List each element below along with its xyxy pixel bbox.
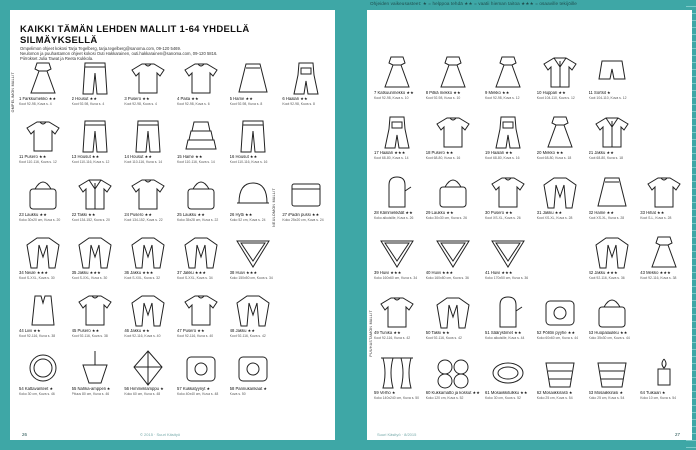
ring-icon <box>19 349 67 387</box>
pattern-meta: Koko 150x50 cm, Kuva s. 34 <box>229 275 273 280</box>
pattern-meta: Koot S-XXL, Kuva s. 34 <box>177 275 213 280</box>
cardigan-icon <box>537 173 584 211</box>
pattern-item <box>227 116 280 174</box>
title-block <box>20 24 320 61</box>
pattern-item <box>69 232 122 290</box>
pattern-meta: Koot 92-98, Kuva s. 10 <box>425 95 461 100</box>
pattern-label: 46 Jakku ★★ <box>124 329 150 333</box>
cardigan-icon <box>72 233 120 271</box>
pattern-label: 3 Pusero ★★ <box>124 97 150 101</box>
pattern-label: 37 Jakku ★★★ <box>177 271 207 275</box>
pattern-item <box>16 232 69 290</box>
dress-icon <box>485 53 532 91</box>
dress-icon <box>19 59 67 97</box>
bag-icon <box>426 173 480 211</box>
pattern-item <box>371 172 423 232</box>
pattern-meta: Koko 140x240 cm, Kuva s. 50 <box>374 395 420 400</box>
pattern-item <box>121 290 174 348</box>
page-right <box>367 10 692 440</box>
pattern-label: 18 Pusero ★★ <box>425 151 454 155</box>
pattern-item <box>174 348 227 406</box>
pattern-meta: Koko 30x20 cm, Kuva s. 20 <box>19 217 61 222</box>
page-footer: © 2015 · Suuri Käsityö <box>140 432 181 437</box>
pattern-item <box>227 290 280 348</box>
shirt-icon <box>640 173 687 211</box>
pattern-meta: Koko 160x60 cm, Kuva s. 34 <box>374 275 418 280</box>
pattern-meta: Koot 92-98, Kuva s. 8 <box>282 101 315 106</box>
pattern-grid-right <box>371 52 689 412</box>
pattern-label: 55 Nahka-amppeli ★ <box>71 387 111 391</box>
pattern-meta: Koot XS-XL, Kuva s. 26 <box>485 215 521 220</box>
pattern-label: 60 Kukkamatto ja kossut ★★ <box>425 391 481 395</box>
pattern-meta: Koko 35x30 cm, Kuva s. 44 <box>588 335 630 340</box>
pattern-item <box>371 292 423 352</box>
basket-icon <box>589 353 636 391</box>
pattern-item <box>637 232 689 292</box>
pattern-meta: Koot 110-116, Kuva s. 16 <box>229 159 268 164</box>
pattern-meta: Koko aikuisille, Kuva s. 26 <box>374 215 414 220</box>
pattern-grid-left <box>16 58 332 406</box>
pants-icon <box>72 117 120 155</box>
pattern-item <box>16 58 69 116</box>
shirt-icon <box>72 291 120 329</box>
pattern-label: 27 iPadin pussi ★★ <box>282 213 320 217</box>
pattern-item <box>482 292 534 352</box>
mitten-icon <box>374 173 421 211</box>
pattern-meta: Koot 68-80, Kuva s. 18 <box>588 155 624 160</box>
curtain-icon <box>374 353 421 391</box>
pattern-label: 7 Katsuunmekko ★★ <box>374 91 414 95</box>
shirt-icon <box>485 173 532 211</box>
shirt-icon <box>177 59 225 97</box>
pattern-label: 11 Pusero ★★ <box>19 155 47 159</box>
pattern-meta: Koot XS-XL, Kuva s. 28 <box>536 215 573 220</box>
pattern-label: 64 Tuikaari ★ <box>640 391 666 395</box>
pattern-label: 36 Jakku ★★★ <box>124 271 154 275</box>
shirt-icon <box>374 293 421 331</box>
pattern-label: 35 Jakku ★★★ <box>71 271 101 275</box>
pattern-item <box>174 116 227 174</box>
pattern-item <box>227 58 280 116</box>
rug-icon <box>426 353 480 391</box>
shirt-icon <box>177 291 225 329</box>
overall-icon <box>485 113 532 151</box>
pattern-meta: Koot XS-XL, Kuva s. 28 <box>588 215 625 220</box>
pattern-item <box>586 52 638 112</box>
pattern-label: 20 Mekko ★★ <box>536 151 564 155</box>
pattern-label: 8 Pitkä mekko ★★ <box>425 91 461 95</box>
pattern-item <box>637 172 689 232</box>
cardigan-icon <box>124 291 172 329</box>
pattern-item <box>534 172 586 232</box>
page-number: 26 <box>22 432 28 437</box>
pattern-label: 52 Pöllön pyyhe ★★ <box>536 331 576 335</box>
pattern-meta: Koko 60x60 cm, Kuva s. 44 <box>536 335 579 340</box>
pattern-label: 58 Pannukankaat ★ <box>229 387 268 391</box>
cardigan-icon <box>230 291 278 329</box>
credit-line: Piirrokset Julia Tawat ja Reeta Kukkola. <box>20 56 94 61</box>
pattern-meta: Koot 92-98, Kuva s. 10 <box>374 95 409 100</box>
ruffle-icon <box>177 117 225 155</box>
dress-icon <box>537 113 584 151</box>
cardigan-icon <box>426 293 480 331</box>
pattern-item <box>227 232 280 290</box>
pattern-meta: Koot 92-116, Kuva s. 42 <box>229 333 266 338</box>
dress-icon <box>374 53 421 91</box>
pattern-item <box>637 352 689 412</box>
shirt-icon <box>124 175 172 213</box>
pattern-label: 13 Housut ★★ <box>71 155 100 159</box>
pattern-item <box>423 292 482 352</box>
pattern-label: 32 Hame ★★ <box>588 211 615 215</box>
pattern-item <box>227 348 280 406</box>
pattern-meta: Koot 110-116, Kuva s. 14 <box>177 159 215 164</box>
pattern-meta: Koko 120 cm, Kuva s. 52 <box>425 395 464 400</box>
pattern-meta: Koot 110-116, Kuva s. 14 <box>124 159 163 164</box>
pattern-meta: Koot 92-98, Kuva s. 4 <box>19 101 52 106</box>
overall-icon <box>374 113 421 151</box>
pattern-label: 43 Mekko ★★★ <box>640 271 671 275</box>
pattern-item <box>121 116 174 174</box>
cushion-icon <box>230 349 278 387</box>
pattern-meta: Koot 68-80, Kuva s. 18 <box>536 155 572 160</box>
pattern-item <box>174 58 227 116</box>
pattern-label: 41 Huivi ★★★ <box>485 271 513 275</box>
pattern-item <box>279 174 332 232</box>
pattern-item <box>279 116 332 174</box>
pattern-meta: Koot 92-116, Kuva s. 40 <box>124 333 161 338</box>
skirt-icon <box>589 173 636 211</box>
pattern-label: 1 Farkkumekko ★★ <box>19 97 57 101</box>
pattern-label: 39 Huivi ★★★ <box>374 271 402 275</box>
shorts-icon <box>589 53 636 91</box>
hat-icon <box>230 175 278 213</box>
pattern-item <box>16 290 69 348</box>
pattern-label: 9 Mekko ★★ <box>485 91 510 95</box>
cardigan-icon <box>177 233 225 271</box>
pattern-label: 59 Verho ★ <box>374 391 396 395</box>
pattern-item <box>586 292 638 352</box>
pattern-label: 57 Kukkatyynyt ★ <box>177 387 211 391</box>
pattern-label: 26 Hytti ★★ <box>229 213 253 217</box>
pattern-label: 19 Haalari ★★ <box>485 151 513 155</box>
pattern-meta: Koot 92-98, Kuva s. 6 <box>177 101 210 106</box>
pattern-label: 50 Takki ★★ <box>425 331 450 335</box>
candle-icon <box>640 353 687 391</box>
pattern-item <box>371 112 423 172</box>
pattern-label: 11 Sortsit ★ <box>588 91 611 95</box>
pattern-label: 61 Mosaiikkitulkku ★★ <box>485 391 528 395</box>
pattern-item <box>16 116 69 174</box>
pattern-label: 56 Himmelilamppu ★ <box>124 387 164 391</box>
pattern-label: 42 Jakku ★★★ <box>588 271 618 275</box>
pattern-label: 29 Laukku ★★ <box>425 211 454 215</box>
pattern-item <box>174 290 227 348</box>
cardigan-icon <box>589 233 636 271</box>
pattern-meta: Koot 68-80, Kuva s. 14 <box>374 155 409 160</box>
pattern-item <box>121 348 174 406</box>
credit-line: Ompelimon ohjeet kokosi Tarja Tegelberg, tarja.tegelberg@sanoma.com, 09-120 5469. <box>20 46 181 51</box>
pattern-item <box>121 232 174 290</box>
pattern-item <box>371 232 423 292</box>
pattern-label: 51 Säärystimet ★★ <box>485 331 522 335</box>
pattern-meta: Koot 68-80, Kuva s. 16 <box>425 155 461 160</box>
lamp-icon <box>124 349 172 387</box>
pattern-meta: Koot 68-80, Kuva s. 16 <box>485 155 520 160</box>
pattern-item <box>279 348 332 406</box>
pattern-label: 28 Kämmekkäät ★★ <box>374 211 413 215</box>
pattern-item <box>69 348 122 406</box>
pattern-meta: Koot S-XXL, Kuva s. 30 <box>19 275 55 280</box>
scarf-icon <box>485 233 532 271</box>
pattern-item <box>121 174 174 232</box>
mitten-icon <box>485 293 532 331</box>
pattern-item <box>534 112 586 172</box>
pattern-meta: Koko 25x20 cm, Kuva s. 24 <box>282 217 324 222</box>
pattern-label: 47 Pusero ★★ <box>177 329 205 333</box>
dress-icon <box>426 53 480 91</box>
pattern-label: 38 Huivi ★★★ <box>229 271 258 275</box>
pattern-meta: Koko 30 cm, Kuva s. 52 <box>485 395 521 400</box>
section-label-sewing: OMPELIMON MALLIT <box>11 72 15 113</box>
pattern-label: 4 Paita ★★ <box>177 97 199 101</box>
pattern-label: 24 Pusero ★★ <box>124 213 153 217</box>
pattern-item <box>482 172 534 232</box>
scarf-icon <box>230 233 278 271</box>
pattern-meta: Koot 92-98, Kuva s. 4 <box>71 101 105 106</box>
pattern-item <box>69 290 122 348</box>
jacket-icon <box>72 175 120 213</box>
pattern-label: 17 Haalari ★★★ <box>374 151 406 155</box>
pattern-label: 22 Takki ★★ <box>71 213 96 217</box>
pouch-icon <box>282 175 330 213</box>
cardigan-icon <box>124 233 172 271</box>
pattern-meta: Koko 30 cm, Kuva s. 46 <box>19 391 55 396</box>
pattern-meta: Koot 92-116, Kuva s. 42 <box>374 335 411 340</box>
pattern-label: 44 Liivi ★★ <box>19 329 41 333</box>
pattern-item <box>586 352 638 412</box>
pattern-label: 40 Huivi ★★★ <box>425 271 454 275</box>
pattern-label: 49 Tunika ★★ <box>374 331 401 335</box>
pattern-meta: Koko 170x50 cm, Kuva s. 36 <box>485 275 529 280</box>
pattern-meta: Koot 104-110, Kuva s. 12 <box>536 95 575 100</box>
pattern-label: 23 Laukku ★★ <box>19 213 47 217</box>
jacket-icon <box>589 113 636 151</box>
pattern-item <box>586 112 638 172</box>
pattern-item <box>371 352 423 412</box>
pattern-item <box>227 174 280 232</box>
section-label-crafts: PUUHASTAMON MALLIT <box>369 310 373 357</box>
pattern-label: 16 Housut ★★ <box>229 155 258 159</box>
page-number: 27 <box>674 432 680 437</box>
pattern-item <box>121 58 174 116</box>
section-label-knitting: NEULOMON MALLIT <box>272 188 276 227</box>
scarf-icon <box>374 233 421 271</box>
pattern-item <box>423 112 482 172</box>
pattern-label: 10 Huppari ★★ <box>536 91 566 95</box>
page-footer: Suuri Käsityö · 8/2015 <box>377 432 417 437</box>
pattern-meta: Koot 92-116, Kuva s. 42 <box>425 335 462 340</box>
pattern-item <box>69 174 122 232</box>
pattern-meta: Koot 92-98, Kuva s. 4 <box>124 101 157 106</box>
pattern-item <box>482 52 534 112</box>
pattern-label: 14 Housut ★★ <box>124 155 153 159</box>
shirt-icon <box>19 117 67 155</box>
pattern-meta: Koot 104-110, Kuva s. 12 <box>588 95 627 100</box>
shirt-icon <box>426 113 480 151</box>
pattern-label: 34 Neule ★★★ <box>19 271 49 275</box>
pattern-item <box>637 112 689 172</box>
spine <box>335 0 367 450</box>
pattern-meta: Koot 92-116, Kuva s. 40 <box>177 333 214 338</box>
page-title: KAIKKI TÄMÄN LEHDEN MALLIT 1-64 YHDELLÄ SILMÄYKSELLÄ <box>20 24 250 46</box>
jacket-icon <box>537 53 584 91</box>
pattern-item <box>482 232 534 292</box>
pattern-meta: Koko 60 cm, Kuva s. 48 <box>124 391 161 396</box>
pattern-item <box>279 58 332 116</box>
pattern-meta: Koko 25 cm, Kuva s. 54 <box>536 395 573 400</box>
basket-icon <box>537 353 584 391</box>
pattern-meta: Koot 134-152, Kuva s. 20 <box>71 217 110 222</box>
pattern-meta: Koot 92-116, Kuva s. 38 <box>19 333 56 338</box>
pattern-label: 48 Jakku ★★ <box>229 329 256 333</box>
pattern-item <box>174 232 227 290</box>
pattern-item <box>16 174 69 232</box>
cushion-icon <box>537 293 584 331</box>
pattern-meta: Koot 134-152, Kuva s. 22 <box>124 217 163 222</box>
pattern-item <box>534 292 586 352</box>
bag-icon <box>589 293 636 331</box>
pattern-item <box>534 52 586 112</box>
pattern-label: 2 Housut ★★ <box>71 97 98 101</box>
pattern-label: 62 Mosaiikkirasti ★ <box>536 391 573 395</box>
pattern-item <box>69 58 122 116</box>
pattern-label: 63 Mosaiikkirasi ★ <box>588 391 624 395</box>
pattern-label: 53 Huopalaukku ★★ <box>588 331 628 335</box>
pants-icon <box>230 117 278 155</box>
pattern-label: 21 Jakku ★★ <box>588 151 614 155</box>
pattern-meta: Koko 160x80 cm, Kuva s. 36 <box>425 275 469 280</box>
page-left <box>10 10 335 440</box>
pattern-meta: Koko 10 cm, Kuva s. 54 <box>640 395 677 400</box>
pattern-item <box>423 352 482 412</box>
pattern-meta: Pituus 80 cm, Kuva s. 46 <box>71 391 110 396</box>
pattern-label: 33 Hihat ★★ <box>640 211 665 215</box>
hanger-icon <box>72 349 120 387</box>
pattern-label: 30 Pusero ★★ <box>485 211 513 215</box>
pattern-meta: Koot 92-116, Kuva s. 38 <box>640 275 677 280</box>
pattern-meta: Koot 92-98, Kuva s. 12 <box>485 95 520 100</box>
pattern-label: 31 Jakku ★★ <box>536 211 563 215</box>
pattern-meta: Kuva s. 50 <box>229 391 246 396</box>
pattern-item <box>482 352 534 412</box>
pattern-item <box>423 172 482 232</box>
bag-icon <box>177 175 225 213</box>
pattern-item <box>423 232 482 292</box>
pattern-meta: Koko 35x28 cm, Kuva s. 22 <box>177 217 219 222</box>
pattern-item <box>69 116 122 174</box>
pattern-meta: Koko 52 cm, Kuva s. 24 <box>229 217 266 222</box>
pattern-item <box>534 352 586 412</box>
pattern-meta: Koot 92-98, Kuva s. 8 <box>229 101 263 106</box>
pattern-meta: Koko 25 cm, Kuva s. 54 <box>588 395 625 400</box>
pattern-item <box>586 172 638 232</box>
pattern-label: 25 Laukku ★★ <box>177 213 205 217</box>
pants-icon <box>72 59 120 97</box>
pattern-meta: Koot S-XXL, Kuva s. 30 <box>71 275 108 280</box>
skirt-icon <box>230 59 278 97</box>
dress-icon <box>640 233 687 271</box>
overall-icon <box>282 59 330 97</box>
pattern-meta: Koko 40x40 cm, Kuva s. 48 <box>177 391 219 396</box>
tray-icon <box>485 353 532 391</box>
bag-icon <box>19 175 67 213</box>
pants-icon <box>124 117 172 155</box>
pattern-meta: Koot S-XXL, Kuva s. 32 <box>124 275 160 280</box>
pattern-item <box>637 292 689 352</box>
pattern-item <box>371 52 423 112</box>
pattern-item <box>16 348 69 406</box>
pattern-meta: Koot 110-116, Kuva s. 12 <box>71 159 110 164</box>
cushion-icon <box>177 349 225 387</box>
credit-line: Neulomon ja puuhastamon ohjeet kokosi Outi Hakkarainen, outi.hakkarainen@sanoma.com, 09-120 5816. <box>20 51 218 56</box>
pattern-item <box>534 232 586 292</box>
pattern-label: 54 Kattavanteet ★ <box>19 387 54 391</box>
pattern-item <box>174 174 227 232</box>
shirt-icon <box>124 59 172 97</box>
pattern-meta: Koko aikuisille, Kuva s. 44 <box>485 335 525 340</box>
pattern-item <box>279 290 332 348</box>
pattern-label: 45 Pusero ★★ <box>71 329 100 333</box>
scarf-icon <box>426 233 480 271</box>
pattern-label: 15 Hame ★★ <box>177 155 203 159</box>
difficulty-legend: Ohjeiden vaikeusasteet: ★ = helppoa tehdä ★★ = vaatii hieman taitoa ★★★ = osaaville tekijöille <box>370 1 577 6</box>
pattern-item <box>586 232 638 292</box>
pattern-meta: Koko 30x30 cm, Kuva s. 26 <box>425 215 468 220</box>
pattern-meta: Koot 92-116, Kuva s. 38 <box>71 333 108 338</box>
pattern-meta: Koot S-L, Kuva s. 28 <box>640 215 672 220</box>
pattern-item <box>423 52 482 112</box>
pattern-item <box>482 112 534 172</box>
pattern-meta: Koot 92-116, Kuva s. 36 <box>588 275 625 280</box>
vest-icon <box>19 291 67 329</box>
pattern-label: 5 Hame ★★ <box>229 97 253 101</box>
pattern-item <box>637 52 689 112</box>
pattern-label: 6 Haalari ★★ <box>282 97 308 101</box>
pattern-meta: Koot 110-116, Kuva s. 12 <box>19 159 57 164</box>
pattern-item <box>279 232 332 290</box>
cardigan-icon <box>19 233 67 271</box>
